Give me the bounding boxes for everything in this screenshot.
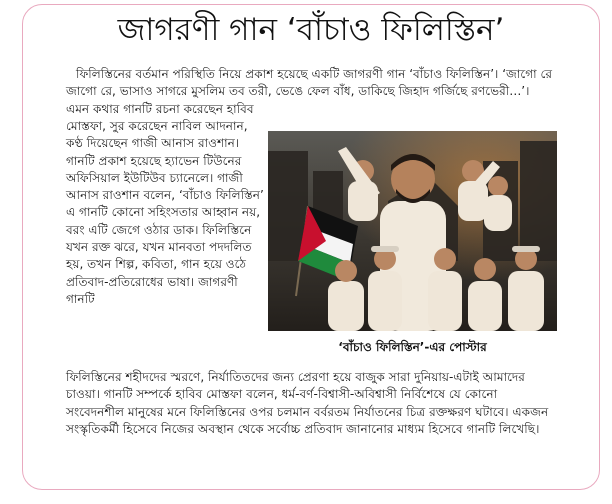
poster-illustration [268,131,557,331]
photo-caption: ‘বাঁচাও ফিলিস্তিন’-এর পোস্টার [338,340,487,354]
song-poster-image [268,131,557,331]
closing-paragraph: ফিলিস্তিনের শহীদদের স্মরণে, নির্যাতিতদের জন্য প্রেরণা হয়ে বাজুক সারা দুনিয়ায়-এটাই আমাদের চাওয়া। গানটি সম্পর্কে হাবিব মোস্তফা বলেন, ধর্ম-বর্ণ-বিশ্বাসী-অবিশ্বাসী নির্বিশেষে যে কোনো সংবেদনশীল মানুষের মনে ফিলিস্তিনের ওপর চলমান বর্বরতম নির্যাতনের চিত্র রক্তক্ষরণ ঘটাবে। একজন সংস্কৃতিকর্মী হিসেবে নিজের অবস্থান থেকে সর্বোচ্চ প্রতিবাদ জানানোর মাধ্যম হিসেবে গানটি লিখেছি। [66,370,549,436]
column-text: মোস্তফা, সুর করেছেন নাবিল আদনান, কণ্ঠ দিয়েছেন গাজী আনাস রাওশান। গানটি প্রকাশ হয়েছে হ্যাভেন টিউনের অফিসিয়াল ইউটিউব চ্যানেলে। গাজী আনাস রাওশান বলেন, ‘বাঁচাও ফিলিস্তিন’ এ গানটি কোনো সহিংসতার আহ্বান নয়, বরং এটি জেগে ওঠার ডাক। ফিলিস্তিনে যখন রক্ত ঝরে, যখন মানবতা পদদলিত হয়, তখন শিল্প, কবিতা, গান হয়ে ওঠে প্রতিবাদ-প্রতিরোধের ভাষা। জাগরণী গানটি [66,119,264,306]
lead-paragraph: ফিলিস্তিনের বর্তমান পরিস্থিতি নিয়ে প্রকাশ হয়েছে একটি জাগরণী গান ‘বাঁচাও ফিলিস্তিন’। ‘জাগো রে জাগো রে, ভাসাও সাগরে মুসলিম তব তরী, ভেঙে ফেল বাঁধ, ডাকিছে জিহাদ গর্জিছে রণভেরী…’। এমন কথার গানটি রচনা করেছেন হাবিব [66,67,553,116]
article-headline: জাগরণী গান ‘বাঁচাও ফিলিস্তিন’ [117,12,505,48]
